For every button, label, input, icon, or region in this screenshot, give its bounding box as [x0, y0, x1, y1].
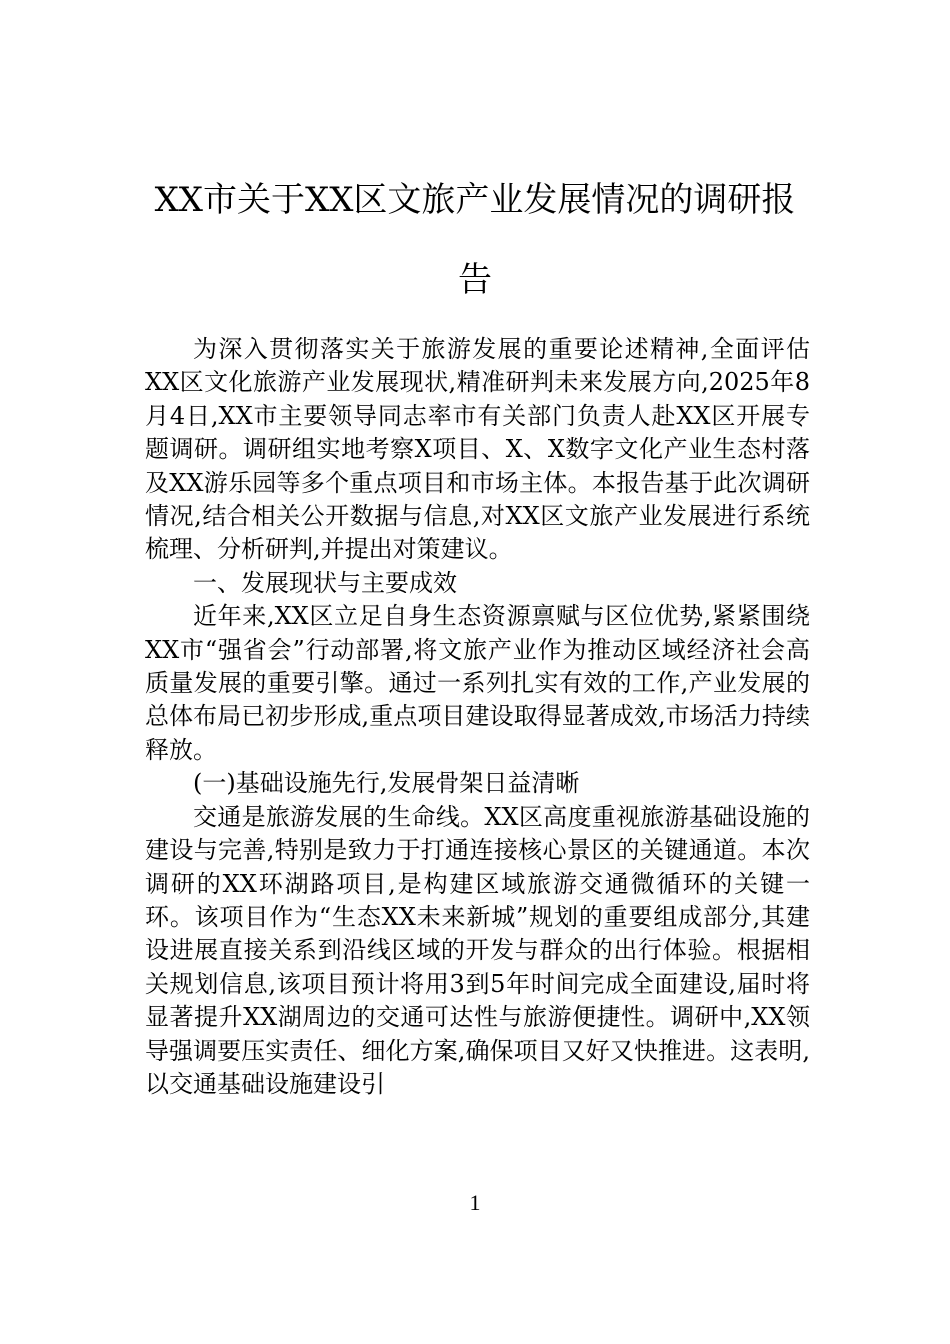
section-heading-1: 一、发展现状与主要成效: [193, 568, 457, 597]
paragraph-subsection-1: 交通是旅游发展的生命线。XX区高度重视旅游基础设施的建设与完善,特别是致力于打通连接核心景区的关键通道。本次调研的XX环湖路项目,是构建区域旅游交通微循环的关键一环。该项目作为“生态XX未来新城”规划的重要组成部分,其建设进展直接关系到沿线区域的开发与群众的出行体验。根据相关规划信息,该项目预计将用3到5年时间完成全面建设,届时将显著提升XX湖周边的交通可达性与旅游便捷性。调研中,XX领导强调要压实责任、细化方案,确保项目又好又快推进。这表明,以交通基础设施建设引: [145, 802, 810, 1098]
document-body: [145, 333, 810, 1101]
paragraph-intro: 为深入贯彻落实关于旅游发展的重要论述精神,全面评估XX区文化旅游产业发展现状,精准研判未来发展方向,2025年8月4日,XX市主要领导同志率市有关部门负责人赴XX区开展专题调研。调研组实地考察X项目、X、X数字文化产业生态村落及XX游乐园等多个重点项目和市场主体。本报告基于此次调研情况,结合相关公开数据与信息,对XX区文旅产业发展进行系统梳理、分析研判,并提出对策建议。: [145, 335, 810, 564]
paragraph-section-1: 近年来,XX区立足自身生态资源禀赋与区位优势,紧紧围绕XX市“强省会”行动部署,将文旅产业作为推动区域经济社会高质量发展的重要引擎。通过一系列扎实有效的工作,产业发展的总体布局已初步形成,重点项目建设取得显著成效,市场活力持续释放。: [145, 602, 810, 764]
document-title: XX市关于XX区文旅产业发展情况的调研报告: [154, 180, 796, 300]
subsection-heading-1: (一)基础设施先行,发展骨架日益清晰: [193, 769, 580, 798]
page-number: 1: [469, 1190, 481, 1215]
